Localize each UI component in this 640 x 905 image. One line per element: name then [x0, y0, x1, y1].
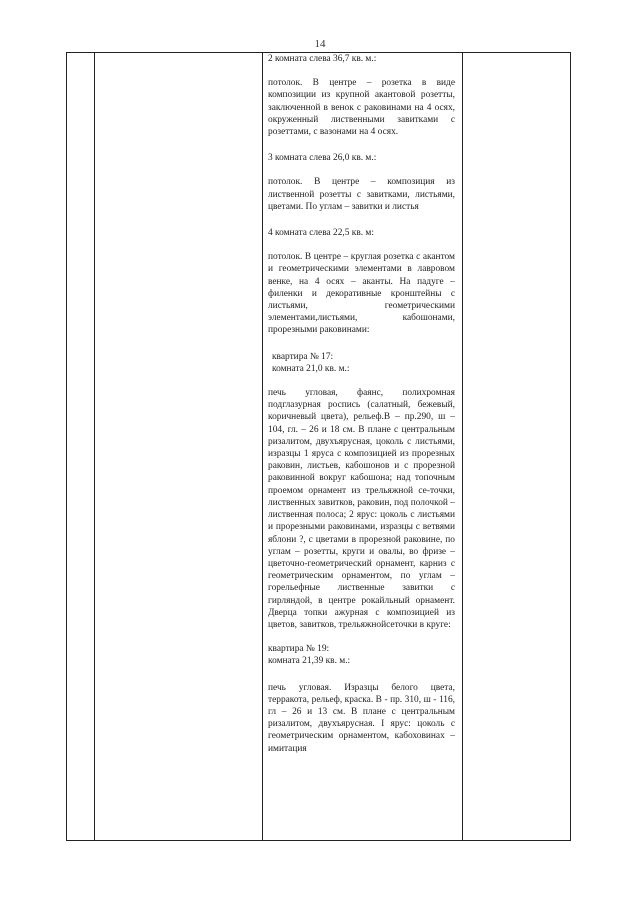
room-description: потолок. В центре – розетка в виде композиции из крупной акантовой розетты, заключенной в венок с раковинами на 4 осях, окруженный лиственными завитками с розеттами, с вазонами на 4 осях. — [268, 78, 455, 138]
stove-description: печь угловая, фаянс, полихромная подглазурная роспись (салатный, бежевый, коричневый цвета), рельеф.В – пр.290, ш – 104, гл. – 26 и 18 см. В плане с центральным ризалитом, двухъярусная, цоколь с листьями, изразцы 1 яруса с композицией из прорезных раковин, листьев, кабошонов и с прорезной раковинной вокруг кабошона; над топочным проемом орнамент из трельяжной се-точки, лиственных завитков, раковин, под полочкой – лиственная полоса; 2 ярус: цоколь с листьями и прорезными раковинами, изразцы с ветвями яблони ?, с цветами в прорезной раковине, по углам – розетты, круги и овалы, во фризе – цветочно-геометрический орнамент, карниз с геометрическим орнаментом, по углам – горельефные лиственные завитки с гирляндой, в центре рокайльный орнамент. Дверца топки ажурная с композицией из цветов, завитков, трельяжнойсеточки в круге: — [268, 388, 455, 630]
room-heading: 3 комната слева 26,0 кв. м.: — [268, 153, 377, 164]
description-cell — [268, 53, 455, 755]
room-description: потолок. В центре – круглая розетка с акантом и геометрическими элементами в лавровом венке, на 4 осях – аканты. На падуге – филенки и декоративные кронштейны с листьями, геометрическими элементами,листьями, кабошонами, прорезными раковинами: — [268, 252, 455, 336]
stove-description: печь угловая. Изразцы белого цвета, терракота, рельеф, краска. В - пр. 310, ш - 116, гл – 26 и 13 см. В плане с центральным ризалитом, двухъярусная. I ярус: цоколь с геометрическим орнаментом, кабоховинах – имитация — [268, 682, 455, 754]
apartment-room: комната 21,0 кв. м.: — [272, 363, 350, 374]
room-heading: 2 комната слева 36,7 кв. м.: — [268, 54, 377, 64]
room-description: потолок. В центре – композиция из лиственной розетты с завитками, листьями, цветами. По углам – завитки и листья — [268, 177, 455, 212]
apartment-title: квартира № 17: — [272, 351, 334, 362]
room-heading: 4 комната слева 22,5 кв. м: — [268, 228, 374, 239]
inventory-table — [66, 52, 571, 841]
apartment-title: квартира № 19: — [268, 644, 330, 655]
column-divider — [94, 53, 95, 840]
column-divider — [66, 53, 67, 840]
column-divider — [462, 53, 463, 840]
apartment-room: комната 21,39 кв. м.: — [268, 656, 351, 667]
column-divider — [570, 53, 571, 840]
page-number: 14 — [314, 38, 326, 50]
column-divider — [262, 53, 263, 840]
